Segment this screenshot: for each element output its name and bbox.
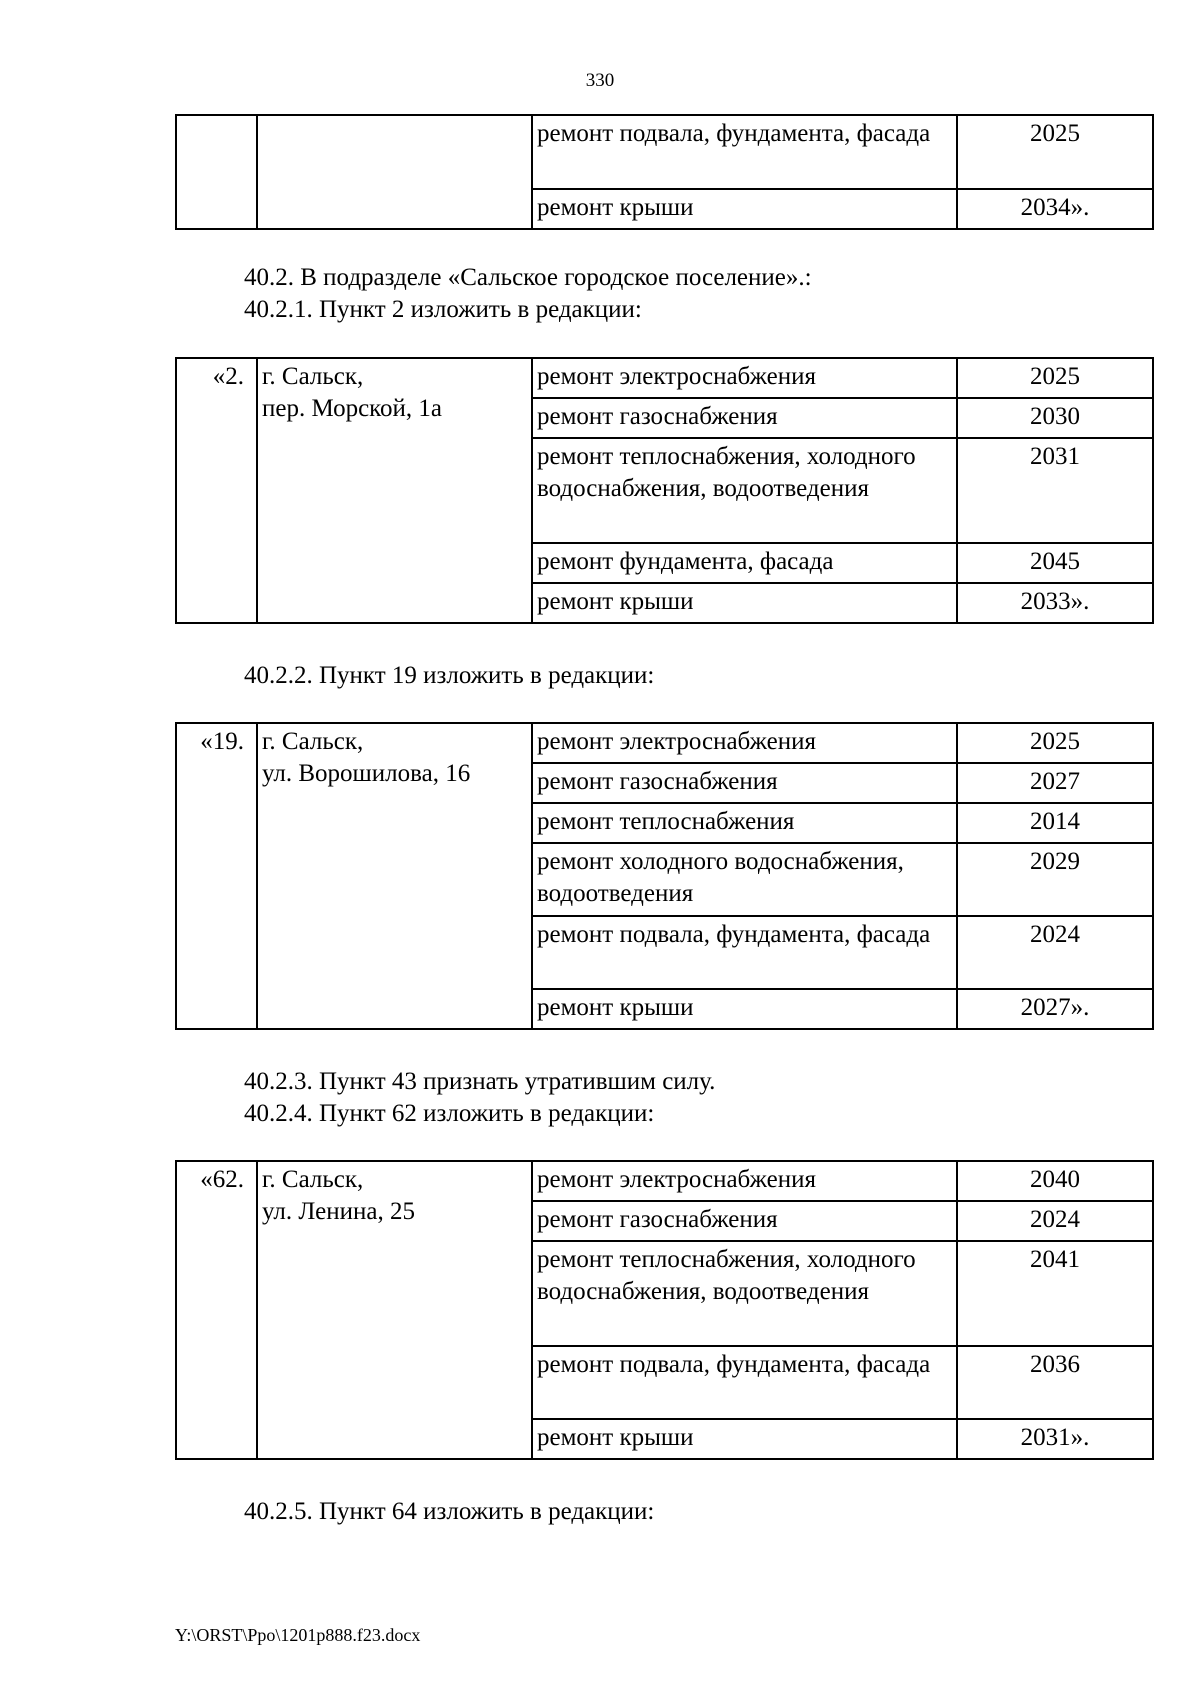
- work-cell: ремонт электроснабжения: [532, 723, 957, 763]
- year-cell: 2031: [957, 438, 1153, 543]
- paragraph-40-2-4: 40.2.4. Пункт 62 изложить в редакции:: [244, 1100, 655, 1127]
- paragraph-40-2-2: 40.2.2. Пункт 19 изложить в редакции:: [244, 662, 655, 689]
- work-cell: ремонт теплоснабжения, холодного водоснабжения, водоотведения: [532, 1241, 957, 1346]
- work-cell: ремонт фундамента, фасада: [532, 543, 957, 583]
- work-cell: ремонт теплоснабжения: [532, 803, 957, 843]
- table-item-19: [175, 722, 1154, 1030]
- year-cell: 2024: [957, 1201, 1153, 1241]
- work-cell: ремонт холодного водоснабжения, водоотведения: [532, 843, 957, 916]
- paragraph-40-2-1: 40.2.1. Пункт 2 изложить в редакции:: [244, 296, 642, 323]
- work-cell: ремонт газоснабжения: [532, 398, 957, 438]
- work-cell: ремонт крыши: [532, 583, 957, 623]
- num-cell: «2.: [176, 358, 257, 623]
- year-cell: 2025: [957, 115, 1153, 189]
- work-cell: ремонт электроснабжения: [532, 358, 957, 398]
- paragraph-40-2-3: 40.2.3. Пункт 43 признать утратившим силу.: [244, 1068, 716, 1095]
- year-cell: 2033».: [957, 583, 1153, 623]
- work-cell: ремонт крыши: [532, 989, 957, 1029]
- work-cell: ремонт подвала, фундамента, фасада: [532, 1346, 957, 1419]
- address-cell: г. Сальск, ул. Ворошилова, 16: [257, 723, 532, 1029]
- year-cell: 2045: [957, 543, 1153, 583]
- year-cell: 2030: [957, 398, 1153, 438]
- footer-file-path: Y:\ORST\Ppo\1201p888.f23.docx: [175, 1625, 421, 1645]
- work-cell: ремонт крыши: [532, 189, 957, 229]
- table-item-62: [175, 1160, 1154, 1460]
- page-number: 330: [585, 70, 615, 91]
- year-cell: 2040: [957, 1161, 1153, 1201]
- year-cell: 2024: [957, 916, 1153, 989]
- year-cell: 2029: [957, 843, 1153, 916]
- work-cell: ремонт крыши: [532, 1419, 957, 1459]
- work-cell: ремонт теплоснабжения, холодного водоснабжения, водоотведения: [532, 438, 957, 543]
- table-continuation: [175, 114, 1154, 230]
- year-cell: 2025: [957, 358, 1153, 398]
- year-cell: 2036: [957, 1346, 1153, 1419]
- work-cell: ремонт газоснабжения: [532, 1201, 957, 1241]
- table-item-2: [175, 357, 1154, 624]
- num-cell: «19.: [176, 723, 257, 1029]
- year-cell: 2034».: [957, 189, 1153, 229]
- table-row: [176, 358, 1153, 398]
- table-row: [176, 115, 1153, 189]
- num-cell: [176, 115, 257, 229]
- year-cell: 2027».: [957, 989, 1153, 1029]
- work-cell: ремонт газоснабжения: [532, 763, 957, 803]
- year-cell: 2041: [957, 1241, 1153, 1346]
- work-cell: ремонт электроснабжения: [532, 1161, 957, 1201]
- work-cell: ремонт подвала, фундамента, фасада: [532, 115, 957, 189]
- paragraph-40-2-5: 40.2.5. Пункт 64 изложить в редакции:: [244, 1498, 655, 1525]
- num-cell: «62.: [176, 1161, 257, 1459]
- table-row: [176, 1161, 1153, 1201]
- address-cell: [257, 115, 532, 229]
- year-cell: 2014: [957, 803, 1153, 843]
- work-cell: ремонт подвала, фундамента, фасада: [532, 916, 957, 989]
- address-cell: г. Сальск, пер. Морской, 1а: [257, 358, 532, 623]
- year-cell: 2025: [957, 723, 1153, 763]
- address-cell: г. Сальск, ул. Ленина, 25: [257, 1161, 532, 1459]
- year-cell: 2031».: [957, 1419, 1153, 1459]
- table-row: [176, 723, 1153, 763]
- year-cell: 2027: [957, 763, 1153, 803]
- paragraph-40-2: 40.2. В подразделе «Сальское городское поселение».:: [244, 264, 812, 291]
